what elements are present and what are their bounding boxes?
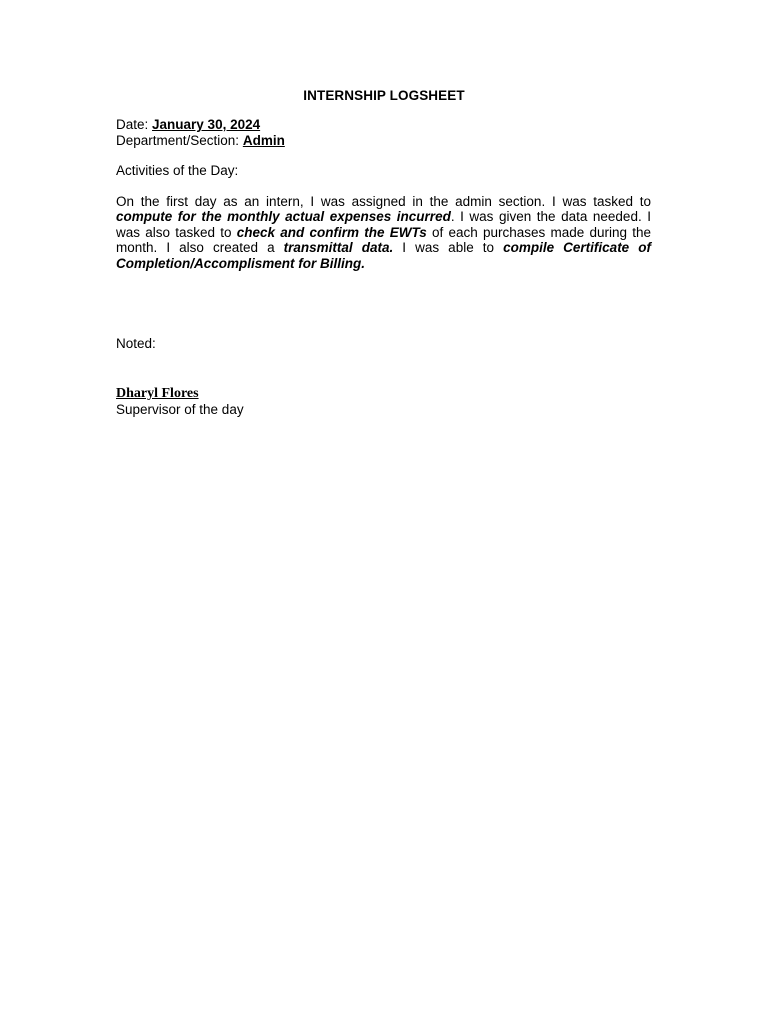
activities-heading: Activities of the Day: [116,163,239,178]
date-value: January 30, 2024 [152,117,261,132]
noted-label: Noted: [116,336,156,351]
supervisor-role: Supervisor of the day [116,402,244,417]
activities-emphasis-1: compute for the monthly actual expenses incurred [116,209,451,225]
department-value: Admin [242,133,285,148]
activities-emphasis-4: compile Certificate of Completion/Accomplisment for Billing. [116,240,651,271]
activities-text-3: of each purchases made during the month. I also created a [116,224,651,256]
date-field [116,117,260,133]
activities-emphasis-2: check and confirm the EWTs [236,224,427,240]
department-field [116,133,285,149]
document-title: INTERNSHIP LOGSHEET [303,88,465,103]
date-label: Date: [116,117,153,132]
department-label: Department/Section: [116,133,243,148]
activities-paragraph [116,194,651,271]
activities-text-1: On the first day as an intern, I was assigned in the admin section. I was tasked to [116,194,651,209]
activities-emphasis-3: transmittal data. [283,240,394,256]
activities-text-2: . I was given the data needed. I was also tasked to [116,209,651,240]
supervisor-name: Dharyl Flores [116,386,199,401]
activities-text-4: I was able to [393,240,504,256]
